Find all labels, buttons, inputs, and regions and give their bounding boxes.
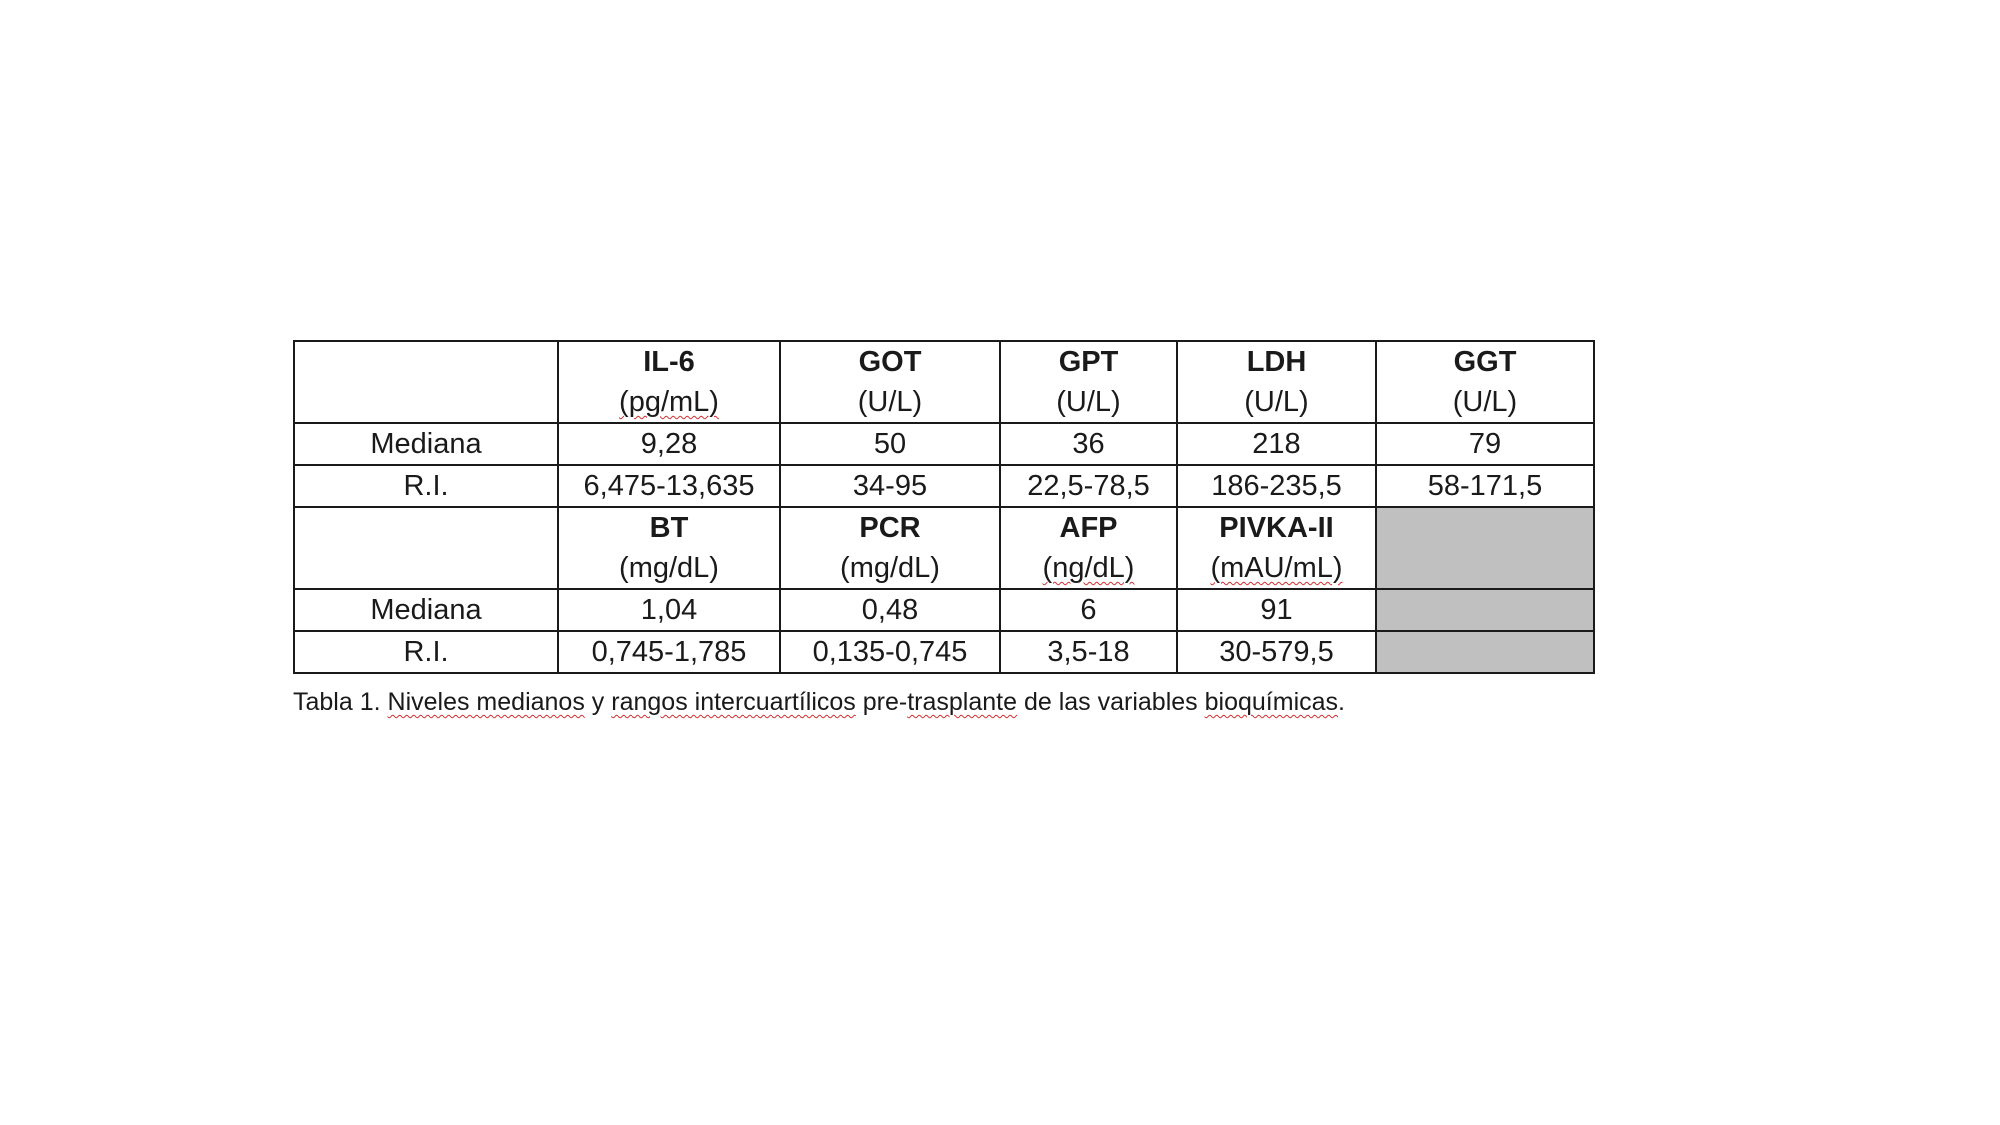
table-header-row xyxy=(294,507,1594,589)
variable-name: GPT xyxy=(1058,346,1119,378)
variable-name: AFP xyxy=(1059,512,1118,544)
variable-name: LDH xyxy=(1246,346,1307,378)
row-label: Mediana xyxy=(294,589,558,631)
variable-name: PCR xyxy=(859,512,921,544)
table-row xyxy=(294,589,1594,631)
table-cell: 34-95 xyxy=(780,465,1000,507)
variable-unit: (ng/dL) xyxy=(1042,552,1135,584)
variable-name: BT xyxy=(649,512,689,544)
table-caption: Tabla 1. Niveles medianos y rangos intercuartílicos pre-trasplante de las variables bioquímicas. xyxy=(293,688,1345,716)
header-cell-ldh xyxy=(1177,341,1376,423)
variable-unit: (mg/dL) xyxy=(840,552,940,584)
variable-unit: (U/L) xyxy=(857,386,923,418)
variable-unit: (U/L) xyxy=(1056,386,1121,418)
variable-unit: (pg/mL) xyxy=(619,386,719,418)
header-cell-bt xyxy=(558,507,780,589)
header-cell-gpt xyxy=(1000,341,1177,423)
table-cell: 0,745-1,785 xyxy=(558,631,780,673)
header-cell-ggt xyxy=(1376,341,1594,423)
table-cell: 36 xyxy=(1000,423,1177,465)
table-row xyxy=(294,423,1594,465)
row-label: Mediana xyxy=(294,423,558,465)
empty-shaded-cell xyxy=(1376,589,1594,631)
variable-name: IL-6 xyxy=(643,346,695,378)
table-cell: 0,135-0,745 xyxy=(780,631,1000,673)
table-cell: 1,04 xyxy=(558,589,780,631)
header-cell-pcr xyxy=(780,507,1000,589)
variable-unit: (mg/dL) xyxy=(619,552,719,584)
empty-shaded-cell xyxy=(1376,507,1594,589)
variable-unit: (U/L) xyxy=(1244,386,1309,418)
row-label: R.I. xyxy=(294,631,558,673)
header-cell-pivka-ii xyxy=(1177,507,1376,589)
table-header-row xyxy=(294,341,1594,423)
table-cell: 3,5-18 xyxy=(1000,631,1177,673)
header-cell-il6 xyxy=(558,341,780,423)
table-cell: 6 xyxy=(1000,589,1177,631)
variable-name: GGT xyxy=(1453,346,1517,378)
variable-name: GOT xyxy=(858,346,922,378)
table-cell: 218 xyxy=(1177,423,1376,465)
table-cell: 91 xyxy=(1177,589,1376,631)
table-cell: 0,48 xyxy=(780,589,1000,631)
variable-unit: (U/L) xyxy=(1452,386,1518,418)
corner-cell xyxy=(294,507,558,589)
table-cell: 58-171,5 xyxy=(1376,465,1594,507)
empty-shaded-cell xyxy=(1376,631,1594,673)
table-cell: 50 xyxy=(780,423,1000,465)
header-cell-afp xyxy=(1000,507,1177,589)
table-cell: 6,475-13,635 xyxy=(558,465,780,507)
table-row xyxy=(294,465,1594,507)
table-row xyxy=(294,631,1594,673)
header-cell-got xyxy=(780,341,1000,423)
table-cell: 9,28 xyxy=(558,423,780,465)
table-cell: 186-235,5 xyxy=(1177,465,1376,507)
table-cell: 30-579,5 xyxy=(1177,631,1376,673)
biochemistry-table xyxy=(293,340,1595,674)
corner-cell xyxy=(294,341,558,423)
variable-name: PIVKA-II xyxy=(1219,512,1334,544)
row-label: R.I. xyxy=(294,465,558,507)
variable-unit: (mAU/mL) xyxy=(1210,552,1343,584)
table-cell: 22,5-78,5 xyxy=(1000,465,1177,507)
table-cell: 79 xyxy=(1376,423,1594,465)
